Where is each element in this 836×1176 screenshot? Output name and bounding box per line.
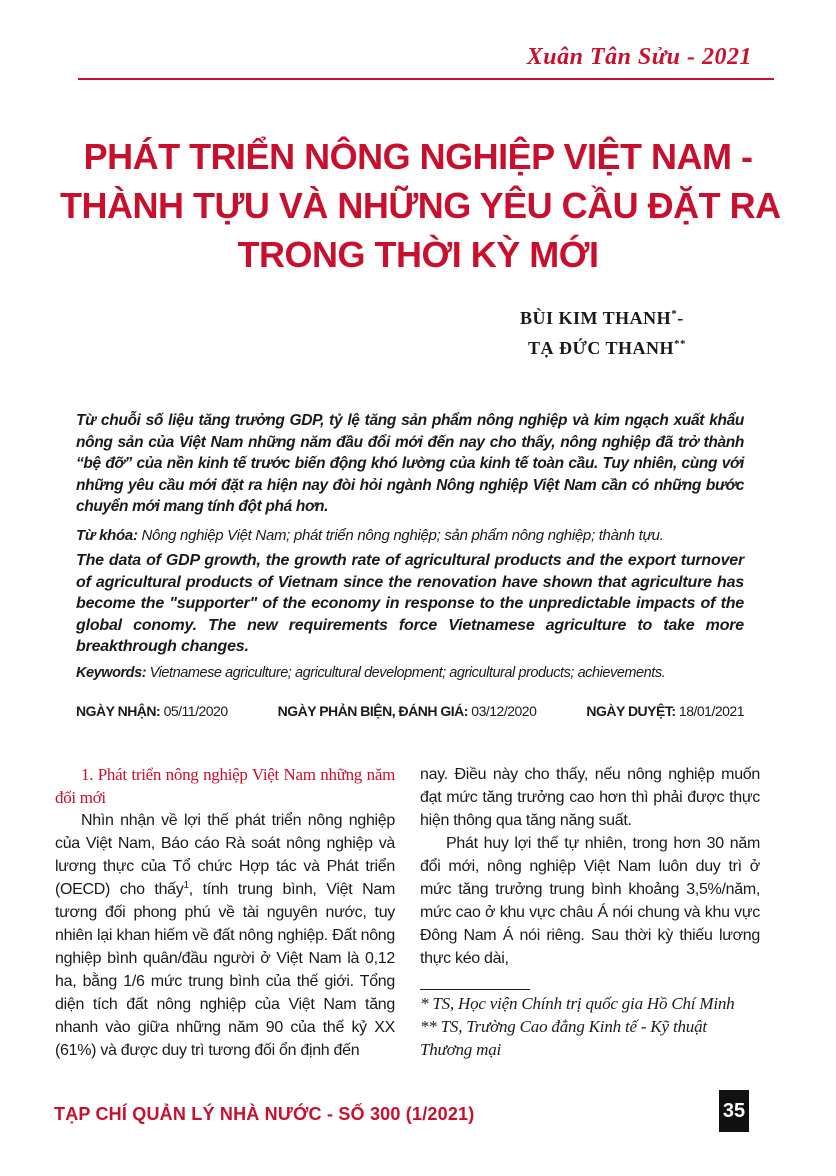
- para1-text-a: Nhìn nhận về lợi thế phát triển nông nghiệp của Việt Nam, Báo cáo Rà soát nông nghiệp và lương thực của Tổ chức Hợp tác và Phát triển (OECD) cho thấy: [55, 812, 395, 898]
- author-2: [520, 331, 686, 361]
- author-1-name: BÙI KIM THANH: [520, 308, 672, 328]
- title-line-2: THÀNH TỰU VÀ NHỮNG YÊU CẦU ĐẶT RA: [60, 185, 781, 226]
- author-2-mark: **: [674, 338, 687, 350]
- journal-footer: TẠP CHÍ QUẢN LÝ NHÀ NƯỚC - SỐ 300 (1/2021): [54, 1104, 475, 1124]
- date-received: [76, 703, 228, 719]
- title-line-3: TRONG THỜI KỲ MỚI: [237, 234, 599, 275]
- date-approved-label: NGÀY DUYỆT:: [586, 703, 676, 719]
- footnote-rule: [420, 989, 530, 990]
- date-received-value: 05/11/2020: [160, 703, 228, 719]
- keywords-vietnamese: [76, 526, 744, 546]
- article-title: [60, 132, 781, 279]
- keywords-en-label: Keywords:: [76, 665, 147, 681]
- page-number: 35: [719, 1090, 749, 1132]
- running-head: Xuân Tân Sửu - 2021: [526, 44, 752, 70]
- footnote-ref-1[interactable]: 1: [183, 880, 189, 891]
- keywords-vi-label: Từ khóa:: [76, 527, 138, 544]
- article-dates: [76, 703, 744, 719]
- author-2-name: TẠ ĐỨC THANH: [528, 338, 675, 358]
- para1-text-b: , tính trung bình, Việt Nam tương đối phong phú về tài nguyên nước, tuy nhiên lại khan hiếm về đất nông nghiệp. Đất nông nghiệp bình quân/đầu người ở Việt Nam là 0,12 ha, bằng 1/6 mức trung bình của thế giới. Tổng diện tích đất nông nghiệp của Việt Nam tăng nhanh vào giữa những năm 90 của thế kỷ XX (61%) và được duy trì tương đối ổn định đến: [55, 881, 395, 1059]
- date-reviewed-value: 03/12/2020: [467, 703, 537, 719]
- abstract-english: The data of GDP growth, the growth rate of agricultural products and the export turnover of agricultural products of Vietnam since the renovation have shown that agriculture has become the "supporter" of the economy in response to the unpredictable impacts of the global conomy. The new requirements force Vietnamese agriculture to take more breakthrough changes.: [76, 552, 744, 655]
- author-separator: -: [677, 308, 684, 328]
- abstract-vietnamese: Từ chuỗi số liệu tăng trưởng GDP, tỷ lệ tăng sản phẩm nông nghiệp và kim ngạch xuất khẩu nông sản của Việt Nam những năm đầu đổi mới đến nay cho thấy, nông nghiệp đã trở thành “bệ đỡ” của nền kinh tế trước biến động khó lường của kinh tế toàn cầu. Tuy nhiên, cùng với những yêu cầu mới đặt ra hiện nay đòi hỏi ngành Nông nghiệp Việt Nam cần có những bước chuyển mới mang tính đột phá hơn.: [76, 412, 744, 515]
- keywords-en-text: Vietnamese agriculture; agricultural development; agricultural products; achievements.: [146, 665, 666, 681]
- date-received-label: NGÀY NHẬN:: [76, 703, 161, 719]
- footnotes: [420, 992, 760, 1061]
- keywords-vi-text: Nông nghiệp Việt Nam; phát triển nông nghiệp; sản phẩm nông nghiệp; thành tựu.: [137, 527, 664, 544]
- body-paragraph-1: [55, 809, 395, 1062]
- body-column-left: [55, 763, 395, 1062]
- footnote-author-2: ** TS, Trường Cao đẳng Kinh tế - Kỹ thuật Thương mại: [420, 1017, 707, 1059]
- body-paragraph-1-cont: nay. Điều này cho thấy, nếu nông nghiệp muốn đạt mức tăng trưởng cao hơn thì phải được thực hiện thông qua tăng năng suất.: [420, 766, 760, 829]
- date-reviewed-label: NGÀY PHẢN BIỆN, ĐÁNH GIÁ:: [277, 703, 468, 719]
- date-approved: [586, 703, 744, 719]
- title-line-1: PHÁT TRIỂN NÔNG NGHIỆP VIỆT NAM -: [83, 136, 753, 177]
- section-heading: 1. Phát triển nông nghiệp Việt Nam những năm đổi mới: [55, 765, 395, 807]
- body-column-right: [420, 763, 760, 970]
- footnote-author-1: * TS, Học viện Chính trị quốc gia Hồ Chí Minh: [420, 994, 735, 1013]
- date-reviewed: [278, 703, 537, 719]
- author-1: [520, 301, 686, 331]
- header-rule: [78, 78, 774, 80]
- author-1-mark: *: [671, 308, 678, 320]
- keywords-english: [76, 663, 744, 683]
- body-paragraph-2: Phát huy lợi thế tự nhiên, trong hơn 30 năm đổi mới, nông nghiệp Việt Nam luôn duy trì ở mức tăng trưởng trung bình khoảng 3,5%/năm, mức cao ở khu vực châu Á nói chung và khu vực Đông Nam Á nói riêng. Sau thời kỳ thiếu lương thực kéo dài,: [420, 835, 760, 967]
- author-list: [520, 301, 686, 361]
- date-approved-value: 18/01/2021: [675, 703, 744, 719]
